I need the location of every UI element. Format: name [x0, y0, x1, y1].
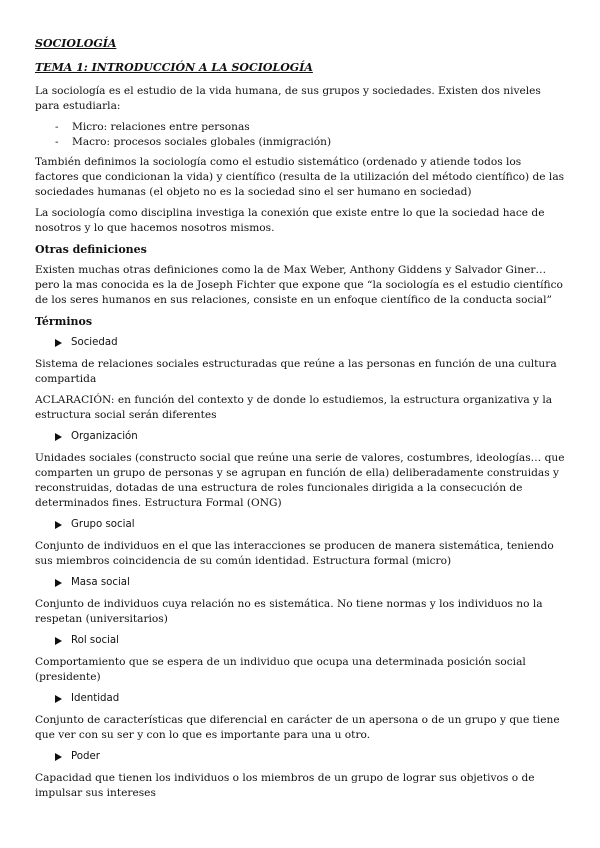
term-name: Rol social [71, 635, 119, 646]
term-rol-social [35, 633, 566, 648]
terms-heading: Términos [35, 315, 93, 328]
intro-paragraph: La sociología es el estudio de la vida humana, de sus grupos y sociedades. Existen dos niveles para estudiarla: [35, 85, 541, 112]
term-name: Organización [71, 431, 138, 442]
term-name: Identidad [71, 693, 120, 704]
term-organizacion [35, 429, 566, 444]
document-title: SOCIOLOGÍA [35, 37, 117, 50]
arrow-bullet-icon [55, 579, 62, 587]
term-name: Sociedad [71, 337, 118, 348]
discipline-paragraph: La sociología como disciplina investiga la conexión que existe entre lo que la sociedad hace de nosotros y lo que hacemos nosotros mismos. [35, 207, 545, 234]
arrow-bullet-icon [55, 637, 62, 645]
term-definition: Capacidad que tienen los individuos o los miembros de un grupo de lograr sus objetivos o de impulsar sus intereses [35, 772, 535, 799]
arrow-bullet-icon [55, 433, 62, 441]
term-name: Poder [71, 751, 100, 762]
arrow-bullet-icon [55, 521, 62, 529]
other-definitions-paragraph: Existen muchas otras definiciones como la de Max Weber, Anthony Giddens y Salvador Giner… pero la mas conocida es la de Joseph Fichter que expone que “la sociología es el estudio científico de los seres humanos en sus relaciones, consiste en un enfoque científico de la conducta social” [35, 264, 563, 306]
term-definition: Sistema de relaciones sociales estructuradas que reúne a las personas en función de una cultura compartida [35, 358, 557, 385]
other-definitions-heading: Otras definiciones [35, 243, 147, 256]
topic-title: TEMA 1: INTRODUCCIÓN A LA SOCIOLOGÍA [35, 61, 313, 74]
list-item: - Macro: procesos sociales globales (inmigración) [35, 135, 566, 150]
term-definition: Comportamiento que se espera de un individuo que ocupa una determinada posición social (presidente) [35, 656, 526, 683]
term-sociedad [35, 335, 566, 350]
term-grupo-social [35, 517, 566, 532]
levels-list [35, 120, 566, 150]
arrow-bullet-icon [55, 753, 62, 761]
term-clarification: ACLARACIÓN: en función del contexto y de donde lo estudiemos, la estructura organizativa y la estructura social serán diferentes [35, 394, 553, 421]
term-definition: Conjunto de individuos cuya relación no es sistemática. No tiene normas y los individuos no la respetan (universitarios) [35, 598, 543, 625]
term-definition: Conjunto de características que diferencial en carácter de un apersona o de un grupo y que tiene que ver con su ser y con lo que es importante para una u otro. [35, 714, 560, 741]
term-poder [35, 749, 566, 764]
term-definition: Unidades sociales (constructo social que reúne una serie de valores, costumbres, ideologías… que comparten un grupo de personas y se agrupan en función de ella) deliberadamente construidas y reconstruidas, dotadas de una estructura de roles funcionales dirigida a la consecución de determinados fines. Estructura Formal (ONG) [35, 452, 565, 509]
term-definition: Conjunto de individuos en el que las interacciones se producen de manera sistemática, teniendo sus miembros coincidencia de su común identidad. Estructura formal (micro) [35, 540, 554, 567]
definition-paragraph: También definimos la sociología como el estudio sistemático (ordenado y atiende todos los factores que condicionan la vida) y científico (resulta de la utilización del método científico) de las sociedades humanas (el objeto no es la sociedad sino el ser humano en sociedad) [35, 156, 565, 198]
term-masa-social [35, 575, 566, 590]
arrow-bullet-icon [55, 339, 62, 347]
arrow-bullet-icon [55, 695, 62, 703]
term-name: Masa social [71, 577, 130, 588]
term-name: Grupo social [71, 519, 135, 530]
term-identidad [35, 691, 566, 706]
list-item: - Micro: relaciones entre personas [35, 120, 566, 135]
